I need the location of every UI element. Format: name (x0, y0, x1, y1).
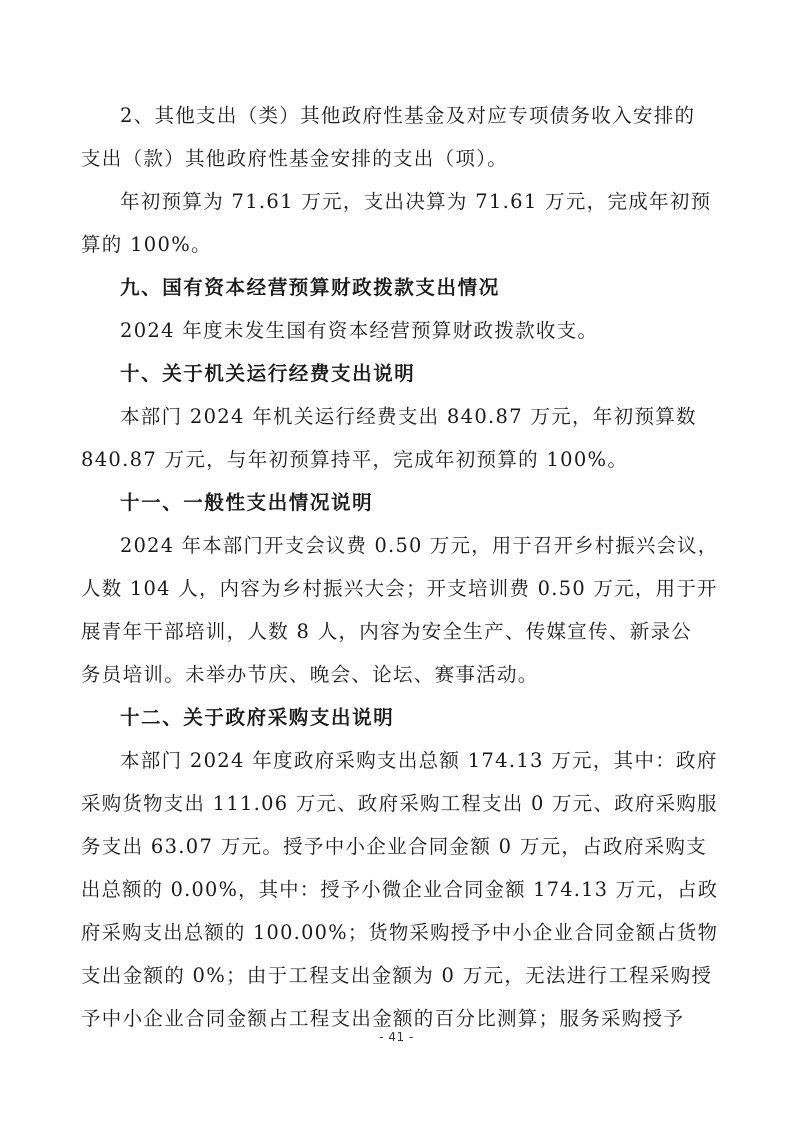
paragraph-line: 支出金额的 0%；由于工程支出金额为 0 万元，无法进行工程采购授 (81, 964, 713, 987)
paragraph-line: 840.87 万元，与年初预算持平，完成年初预算的 100%。 (81, 448, 629, 471)
paragraph-line: 年初预算为 71.61 万元，支出决算为 71.61 万元，完成年初预 (120, 190, 712, 213)
paragraph-line: 务支出 63.07 万元。授予中小企业合同金额 0 万元，占政府采购支 (81, 835, 708, 858)
section-heading: 十、关于机关运行经费支出说明 (120, 362, 416, 385)
paragraph-line: 2024 年度未发生国有资本经营预算财政拨款收支。 (120, 319, 599, 342)
paragraph-line: 出总额的 0.00%，其中：授予小微企业合同金额 174.13 万元，占政 (81, 878, 719, 901)
paragraph-line: 2、其他支出（类）其他政府性基金及对应专项债务收入安排的 (120, 104, 696, 127)
paragraph-line: 2024 年本部门开支会议费 0.50 万元，用于召开乡村振兴会议， (120, 534, 719, 557)
paragraph-line: 本部门 2024 年机关运行经费支出 840.87 万元，年初预算数 (120, 405, 697, 428)
section-heading: 十二、关于政府采购支出说明 (120, 706, 395, 729)
section-heading: 十一、一般性支出情况说明 (120, 491, 374, 514)
paragraph-line: 本部门 2024 年度政府采购支出总额 174.13 万元，其中：政府 (120, 749, 718, 772)
paragraph-line: 务员培训。未举办节庆、晚会、论坛、赛事活动。 (81, 663, 539, 686)
paragraph-line: 予中小企业合同金额占工程支出金额的百分比测算；服务采购授予 (81, 1007, 685, 1030)
paragraph-line: 算的 100%。 (81, 233, 212, 256)
section-heading: 九、国有资本经营预算财政拨款支出情况 (120, 276, 500, 299)
page-number: - 41 - (379, 1030, 414, 1044)
paragraph-line: 支出（款）其他政府性基金安排的支出（项）。 (81, 147, 509, 170)
paragraph-line: 人数 104 人，内容为乡村振兴大会；开支培训费 0.50 万元，用于开 (81, 577, 718, 600)
paragraph-line: 府采购支出总额的 100.00%；货物采购授予中小企业合同金额占货物 (81, 921, 719, 944)
paragraph-line: 展青年干部培训，人数 8 人，内容为安全生产、传媒宣传、新录公 (81, 620, 693, 643)
paragraph-line: 采购货物支出 111.06 万元、政府采购工程支出 0 万元、政府采购服 (81, 792, 718, 815)
